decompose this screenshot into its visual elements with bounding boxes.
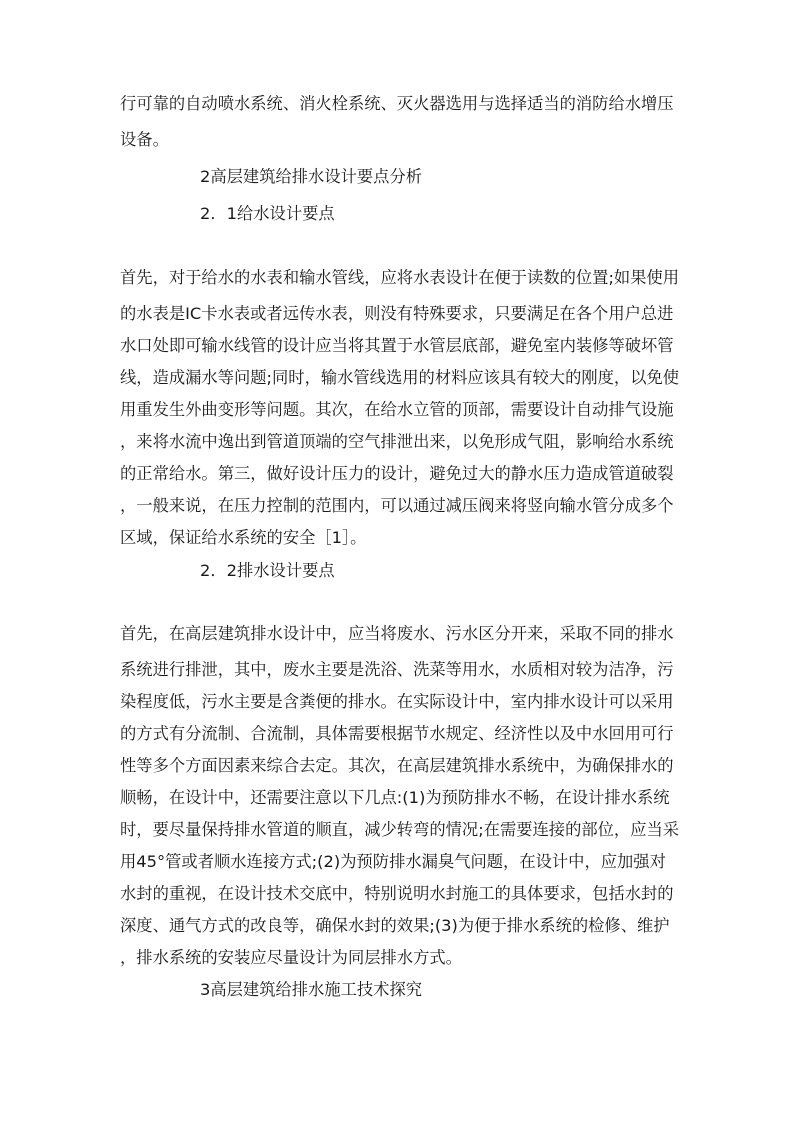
sub22-line-4: 的方式有分流制、合流制，具体需要根据节水规定、经济性以及中水回用可行 — [120, 724, 674, 743]
sub22-line-10: 深度、通气方式的改良等，确保水封的效果;(3)为便于排水系统的检修、维护 — [120, 916, 670, 935]
sub22-line-3: 染程度低，污水主要是含粪便的排水。在实际设计中，室内排水设计可以采用 — [120, 692, 674, 711]
sub22-line-8: 用45°管或者顺水连接方式;(2)为预防排水漏臭气问题，在设计中，应加强对 — [120, 852, 666, 871]
sub22-line-1: 首先，在高层建筑排水设计中，应当将废水、污水区分开来，采取不同的排水 — [120, 624, 674, 643]
sub21-line-2: 的水表是IC卡水表或者远传水表，则没有特殊要求，只要满足在各个用户总进 — [120, 304, 674, 323]
section-2-heading: 2高层建筑给排水设计要点分析 — [200, 167, 423, 186]
sub21-line-8: ，一般来说，在压力控制的范围内，可以通过减压阀来将竖向输水管分成多个 — [120, 496, 674, 515]
sub22-line-7: 时，要尽量保持排水管道的顺直，减少转弯的情况;在需要连接的部位，应当采 — [120, 820, 680, 839]
subsection-2-1-heading: 2．1给水设计要点 — [200, 204, 335, 223]
sub22-line-2: 系统进行排泄，其中，废水主要是洗浴、洗菜等用水，水质相对较为洁净，污 — [120, 660, 674, 679]
intro-line-1: 行可靠的自动喷水系统、消火栓系统、灭火器选用与选择适当的消防给水增压 — [120, 94, 674, 113]
sub22-line-9: 水封的重视，在设计技术交底中，特别说明水封施工的具体要求，包括水封的 — [120, 884, 674, 903]
subsection-2-2-heading: 2．2排水设计要点 — [200, 561, 335, 580]
sub21-line-4: 线，造成漏水等问题;同时，输水管线选用的材料应该具有较大的刚度，以免使 — [120, 368, 680, 387]
intro-line-2: 设备。 — [120, 130, 169, 149]
section-3-heading: 3高层建筑给排水施工技术探究 — [200, 980, 423, 999]
sub21-line-7: 的正常给水。第三，做好设计压力的设计，避免过大的静水压力造成管道破裂 — [120, 464, 674, 483]
sub21-line-3: 水口处即可输水线管的设计应当将其置于水管层底部，避免室内装修等破坏管 — [120, 336, 674, 355]
sub21-line-5: 用重发生外曲变形等问题。其次，在给水立管的顶部，需要设计自动排气设施 — [120, 400, 674, 419]
sub21-line-6: ，来将水流中逸出到管道顶端的空气排泄出来，以免形成气阻，影响给水系统 — [120, 432, 674, 451]
sub21-line-9: 区域，保证给水系统的安全［1］。 — [120, 528, 367, 547]
sub22-line-6: 顺畅，在设计中，还需要注意以下几点:(1)为预防排水不畅，在设计排水系统 — [120, 788, 670, 807]
sub22-line-5: 性等多个方面因素来综合去定。其次，在高层建筑排水系统中，为确保排水的 — [120, 756, 674, 775]
sub22-line-11: ，排水系统的安装应尽量设计为同层排水方式。 — [120, 948, 462, 967]
sub21-line-1: 首先，对于给水的水表和输水管线，应将水表设计在便于读数的位置;如果使用 — [120, 268, 680, 287]
